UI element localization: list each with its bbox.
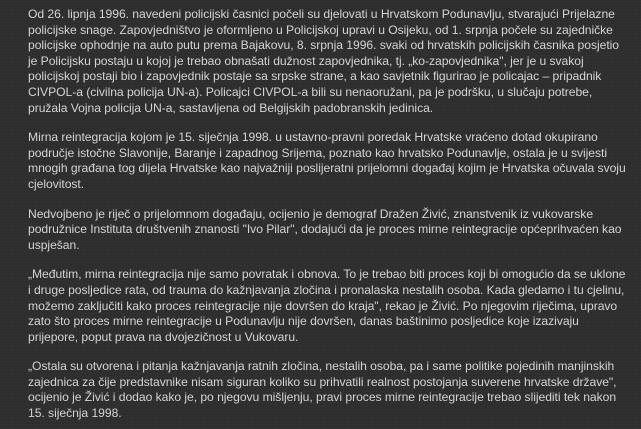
article-paragraph-2: Mirna reintegracija kojom je 15. siječnja 1998. u ustavno-pravni poredak Hrvatske vraćeno dotad okupirano područje istočne Slavonije, Baranje i zapadnog Srijema, poznato kao hrvatsko Podunavlje, ostala je u svijesti mnogih građana tog dijela Hrvatske kao najvažniji poslijeratni prijelomni događaj kojim je Hrvatska očuvala svoju cjelovitost. — [28, 130, 626, 191]
article-paragraph-4: „Međutim, mirna reintegracija nije samo povratak i obnova. To je trebao biti proces koji bi omogućio da se uklone i druge posljedice rata, od trauma do kažnjavanja zločina i pronalaska nestalih osoba. Kada gledamo i tu cjelinu, možemo zaključiti kako proces reintegracije nije dovršen do kraja", rekao je Živić. Po njegovim riječima, upravo zato što proces mirne reintegracije u Podunavlju nije dovršen, danas baštinimo posljedice koje izazivaju prijepore, poput prava na dvojezičnost u Vukovaru. — [28, 267, 626, 344]
article-paragraph-1: Od 26. lipnja 1996. navedeni policijski časnici počeli su djelovati u Hrvatskom Podunavlju, stvarajući Prijelazne policijske snage. Zapovjedništvo je oformljeno u Policijskoj upravi u Osijeku, od 1. srpnja počele su zajedničke policijske ophodnje na auto putu prema Bajakovu, 8. srpnja 1996. svaki od hrvatskih policijskih časnika posjetio je Policijsku postaju u kojoj je trebao obnašati dužnost zapovjednika, tj. „ko-zapovjednika", jer je u svakoj policijskoj postaji bio i zapovjednik postaje sa srpske strane, a kao savjetnik figurirao je policajac – pripadnik CIVPOL-a (civilna policija UN-a). Policajci CIVPOL-a bili su nenaoružani, pa je podršku, u slučaju potrebe, pružala Vojna policija UN-a, sastavljena od Belgijskih padobranskih jedinica. — [28, 7, 619, 115]
article-paragraph-5: „Ostala su otvorena i pitanja kažnjavanja ratnih zločina, nestalih osoba, pa i same politike pojedinih manjinskih zajednica za čije predstavnike nisam siguran koliko su prihvatili realnost postojanja suverene hrvatske države", ocijenio je Živić i dodao kako je, po njegovu mišljenju, pravi proces mirne reintegracije trebao slijediti tek nakon 15. siječnja 1998. — [28, 359, 617, 421]
article-paragraph-3: Nedvojbeno je riječ o prijelomnom događaju, ocijenio je demograf Dražen Živić, znanstvenik iz vukovarske podružnice Instituta društvenih znanosti "Ivo Pilar", dodajući da je proces mirne reintegracije općeprihvaćen kao uspješan. — [28, 206, 622, 252]
